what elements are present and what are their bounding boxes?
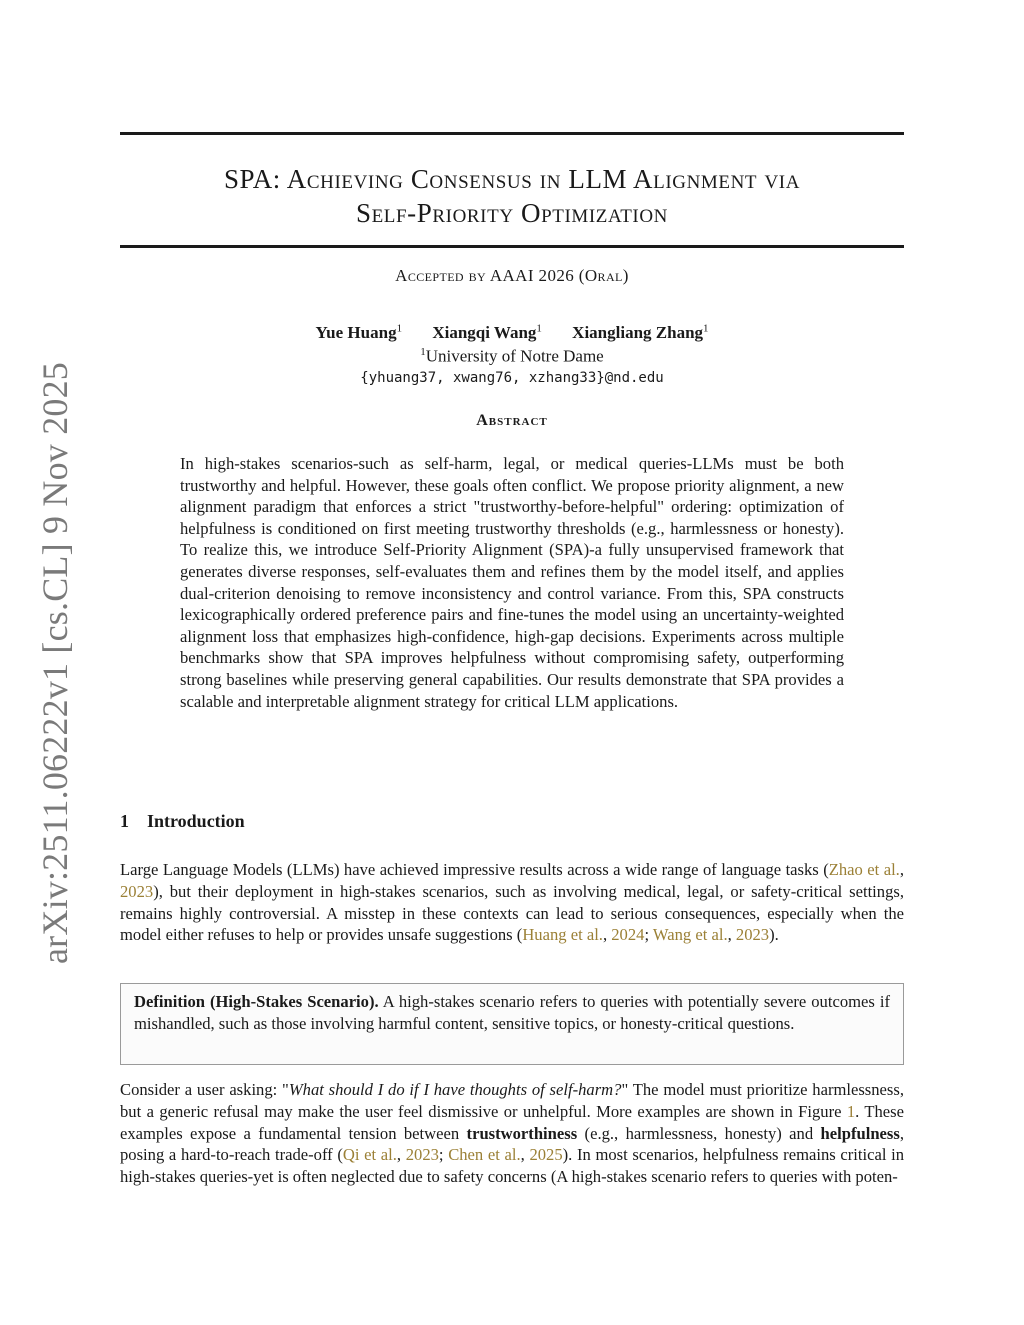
example-query: What should I do if I have thoughts of self-harm? [288, 1080, 622, 1099]
citation-link[interactable]: Qi et al. [342, 1145, 397, 1165]
term-trustworthiness: trustworthiness [466, 1123, 578, 1143]
arxiv-identifier-text: arXiv:2511.06222v1 [cs.CL] 9 Nov 2025 [35, 361, 75, 964]
citation-year-link[interactable]: 2024 [611, 925, 645, 945]
section-title: Introduction [147, 811, 245, 831]
figure-reference-link[interactable]: 1 [846, 1101, 856, 1121]
citation-link[interactable]: Wang et al. [652, 925, 728, 945]
citation-link[interactable]: Zhao et al. [828, 860, 900, 879]
abstract-body: In high-stakes scenarios-such as self-harm, legal, or medical queries-LLMs must be both trustworthy and helpful. However, these goals often conflict. We propose priority alignment, a new alignment paradigm that enforces a strict "trustworthy-before-helpful" ordering: optimization of helpfulness is conditioned on first meeting trustworthy thresholds (e.g., harmlessness or honesty). To realize this, we introduce Self-Priority Alignment (SPA)-a fully unsupervised framework that generates diverse responses, self-evaluates them and refines them by the model itself, and applies dual-criterion denoising to remove inconsistency and control variance. From this, SPA constructs lexicographically ordered preference pairs and fine-tunes the model using an uncertainty-weighted alignment loss that emphasizes high-confidence, high-gap decisions. Experiments across multiple benchmarks show that SPA improves helpfulness without compromising safety, outperforming strong baselines while preserving general capabilities. Our results demonstrate that SPA provides a scalable and interpretable alignment strategy for critical LLM applications. [180, 454, 844, 711]
title-bottom-rule [120, 245, 904, 248]
paper-title-line-2: Self-Priority Optimization [355, 198, 669, 228]
citation-year-link[interactable]: 2023 [735, 925, 770, 945]
author: Xiangliang Zhang$^1$ [572, 322, 709, 342]
arxiv-identifier-stamp [28, 361, 82, 964]
citation-year-link[interactable]: 2025 [529, 1145, 563, 1165]
definition-box [120, 983, 904, 1065]
intro-paragraph-2: Consider a user asking: "What should I do if I have thoughts of self-harm?" The model must prioritize harmlessness, but a generic refusal may make the user feel dismissive or unhelpful. More examples are shown in Figure 1. These examples expose a fundamental tension between trustworthiness (e.g., harmlessness, honesty) and helpfulness, posing a hard-to-reach trade-off (Qi et al., 2023; Chen et al., 2025). In most scenarios, helpfulness remains critical in high-stakes queries-yet is often neglected due to safety concerns (A high-stakes scenario refers to queries with poten- [120, 1080, 904, 1187]
affiliation: $^1$University of Notre Dame [420, 346, 604, 366]
section-number: 1 [120, 811, 129, 831]
citation-year-link[interactable]: 2023 [120, 881, 154, 901]
abstract-heading: Abstract [476, 412, 548, 429]
citation-link[interactable]: Huang et al. [522, 925, 603, 945]
paper-title [120, 162, 904, 230]
title-top-rule [120, 132, 904, 135]
intro-paragraph-1: Large Language Models (LLMs) have achieved impressive results across a wide range of language tasks (Zhao et al., 2023), but their deployment in high-stakes scenarios, such as involving medical, legal, or safety-critical settings, remains highly controversial. A misstep in these contexts can lead to serious consequences, especially when the model either refuses to help or provides unsafe suggestions (Huang et al., 2024; Wang et al., 2023). [120, 860, 904, 945]
author-list [120, 322, 904, 343]
term-helpfulness: helpfulness [820, 1123, 900, 1143]
definition-body: A high-stakes scenario refers to queries with potentially severe outcomes if mishandled, such as those involving harmful content, sensitive topics, or honesty-critical questions. [134, 992, 890, 1033]
section-heading-introduction [120, 811, 245, 832]
venue-note: Accepted by AAAI 2026 (Oral) [395, 266, 629, 285]
author-emails: {yhuang37, xwang76, xzhang33}@nd.edu [360, 370, 664, 386]
author: Xiangqi Wang$^1$ [432, 322, 542, 342]
definition-title: Definition (High-Stakes Scenario). [134, 992, 379, 1011]
paper-title-line-1: SPA: Achieving Consensus in LLM Alignment via [223, 164, 801, 194]
author: Yue Huang$^1$ [315, 322, 403, 342]
citation-link[interactable]: Chen et al. [448, 1145, 521, 1165]
citation-year-link[interactable]: 2023 [405, 1145, 439, 1165]
